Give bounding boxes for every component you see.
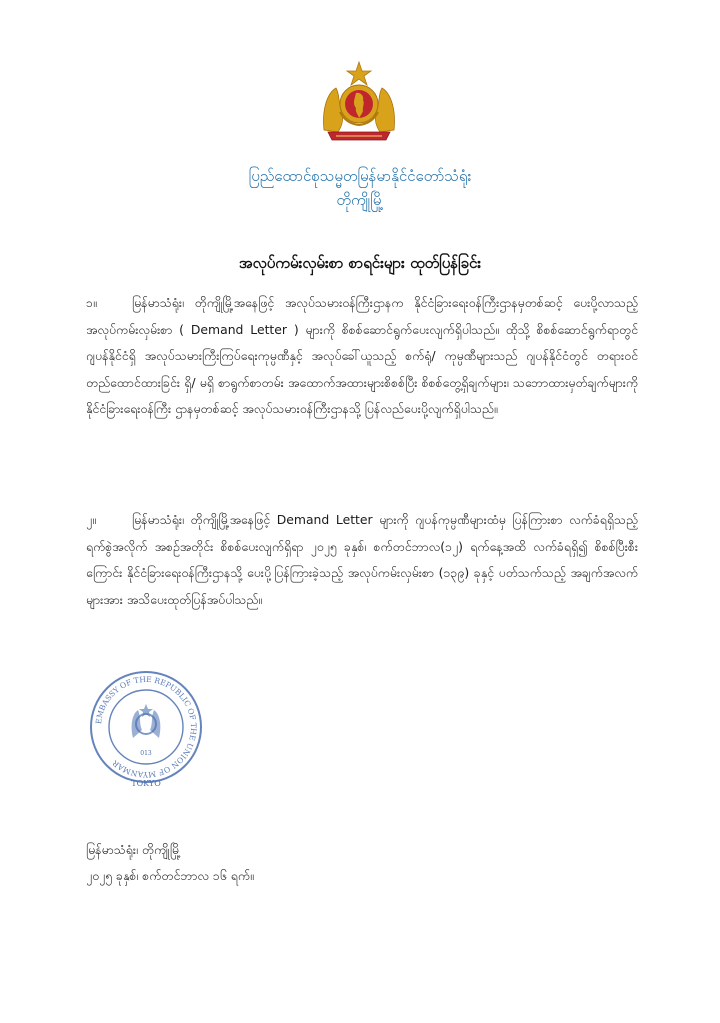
paragraph-2 bbox=[86, 507, 638, 613]
ministry-heading: ပြည်ထောင်စုသမ္မတမြန်မာနိုင်ငံတော်သံရုံး bbox=[248, 167, 472, 185]
seal-text: EMBASSY OF THE REPUBLIC OF THE UNION OF MYANMAR bbox=[94, 674, 199, 780]
seal-city: TOKYO bbox=[131, 779, 161, 788]
state-emblem-icon bbox=[318, 60, 400, 142]
document-title: အလုပ်ကမ်းလှမ်းစာ စာရင်းများ ထုတ်ပြန်ခြင်း bbox=[238, 254, 482, 272]
seal-number: 013 bbox=[140, 750, 152, 757]
paragraph-text: မြန်မာသံရုံး၊ တိုကျိုမြို့အနေဖြင့် အလုပ်သမားဝန်ကြီးဌာနက နိုင်ငံခြားရေးဝန်ကြီးဌာနမှတစ်ဆင့် ပေးပို့လာသည့် အလုပ်ကမ်းလှမ်းစာ ( Demand Letter ) များကို စိစစ်ဆောင်ရွက်ပေးလျက်ရှိပါသည်။ ထိုသို့ စိစစ်ဆောင်ရွက်ရာတွင် ဂျပန်နိုင်ငံရှိ အလုပ်သမားကြီးကြပ်ရေးကုမ္ပဏီနှင့် အလုပ်ခေါ်ယူသည့် စက်ရုံ/ ကုမ္ပဏီများသည် ဂျပန်နိုင်ငံတွင် တရားဝင်တည်ထောင်ထားခြင်း ရှိ/ မရှိ စာရွက်စာတမ်း အထောက်အထားများစိစစ်ပြီး စိစစ်တွေ့ရှိချက်များ၊ သဘောထားမှတ်ချက်များကို နိုင်ငံခြားရေးဝန်ကြီး ဌာနမှတစ်ဆင့် အလုပ်သမားဝန်ကြီးဌာနသို့ ပြန်လည်ပေးပို့လျက်ရှိပါသည်။ bbox=[86, 295, 638, 416]
signature-date: ၂၀၂၅ ခုနှစ်၊ စက်တင်ဘာလ ၁၆ ရက်။ bbox=[86, 868, 254, 883]
embassy-seal-icon bbox=[88, 660, 204, 794]
signature-office: မြန်မာသံရုံး၊ တိုကျိုမြို့ bbox=[86, 842, 181, 857]
city-heading: တိုကျိုမြို့ bbox=[336, 191, 384, 209]
paragraph-1 bbox=[86, 290, 638, 423]
paragraph-number: ၂။ bbox=[86, 512, 96, 527]
paragraph-text: မြန်မာသံရုံး၊ တိုကျိုမြို့အနေဖြင့် Demand Letter များကို ဂျပန်ကုမ္ပဏီများထံမှ ပြန်ကြားစာ လက်ခံရရှိသည့် ရက်စွဲအလိုက် အစဉ်အတိုင်း စိစစ်ပေးလျက်ရှိရာ ၂၀၂၅ ခုနှစ်၊ စက်တင်ဘာလ(၁၂) ရက်နေ့အထိ လက်ခံရရှိ၍ စိစစ်ပြီးစီးကြောင်း နိုင်ငံခြားရေးဝန်ကြီးဌာနသို့ ပေးပို့ပြန်ကြားခဲ့သည့် အလုပ်ကမ်းလှမ်းစာ (၁၃၉) ခုနှင့် ပတ်သက်သည့် အချက်အလက်များအား အသိပေးထုတ်ပြန်အပ်ပါသည်။ bbox=[86, 512, 638, 607]
paragraph-number: ၁။ bbox=[86, 295, 97, 310]
